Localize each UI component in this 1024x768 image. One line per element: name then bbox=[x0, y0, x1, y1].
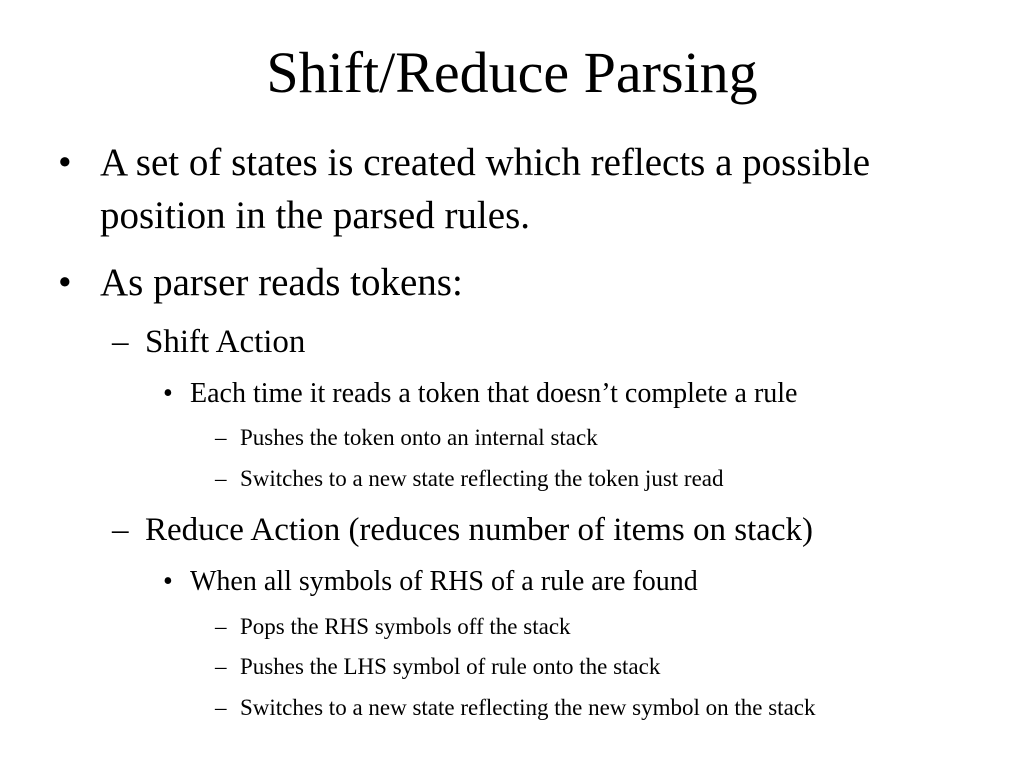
dash-marker: – bbox=[215, 425, 227, 450]
reduce-action-detail: When all symbols of RHS of a rule are found bbox=[190, 566, 698, 597]
shift-action-detail: Each time it reads a token that doesn’t complete a rule bbox=[190, 378, 798, 409]
bullet-text: As parser reads tokens: bbox=[100, 261, 463, 304]
dash-marker: – bbox=[215, 654, 227, 679]
shift-action-step: Pushes the token onto an internal stack bbox=[240, 425, 598, 450]
dash-marker: – bbox=[215, 466, 227, 491]
bullet-marker: • bbox=[58, 141, 72, 184]
bullet-marker: • bbox=[163, 566, 173, 597]
reduce-action-step: Pops the RHS symbols off the stack bbox=[240, 614, 571, 639]
dash-marker: – bbox=[215, 695, 227, 720]
shift-action-step: Switches to a new state reflecting the token just read bbox=[240, 466, 724, 491]
reduce-action-heading: Reduce Action (reduces number of items on stack) bbox=[145, 512, 814, 548]
bullet-text-continued: position in the parsed rules. bbox=[100, 194, 531, 237]
dash-marker: – bbox=[112, 512, 129, 548]
reduce-action-step: Pushes the LHS symbol of rule onto the stack bbox=[240, 654, 661, 679]
slide-title: Shift/Reduce Parsing bbox=[266, 40, 758, 105]
dash-marker: – bbox=[112, 324, 129, 360]
dash-marker: – bbox=[215, 614, 227, 639]
shift-action-heading: Shift Action bbox=[145, 324, 306, 360]
bullet-text: A set of states is created which reflects a possible bbox=[100, 141, 871, 184]
bullet-marker: • bbox=[58, 261, 72, 304]
bullet-marker: • bbox=[163, 378, 173, 409]
reduce-action-step: Switches to a new state reflecting the new symbol on the stack bbox=[240, 695, 816, 720]
